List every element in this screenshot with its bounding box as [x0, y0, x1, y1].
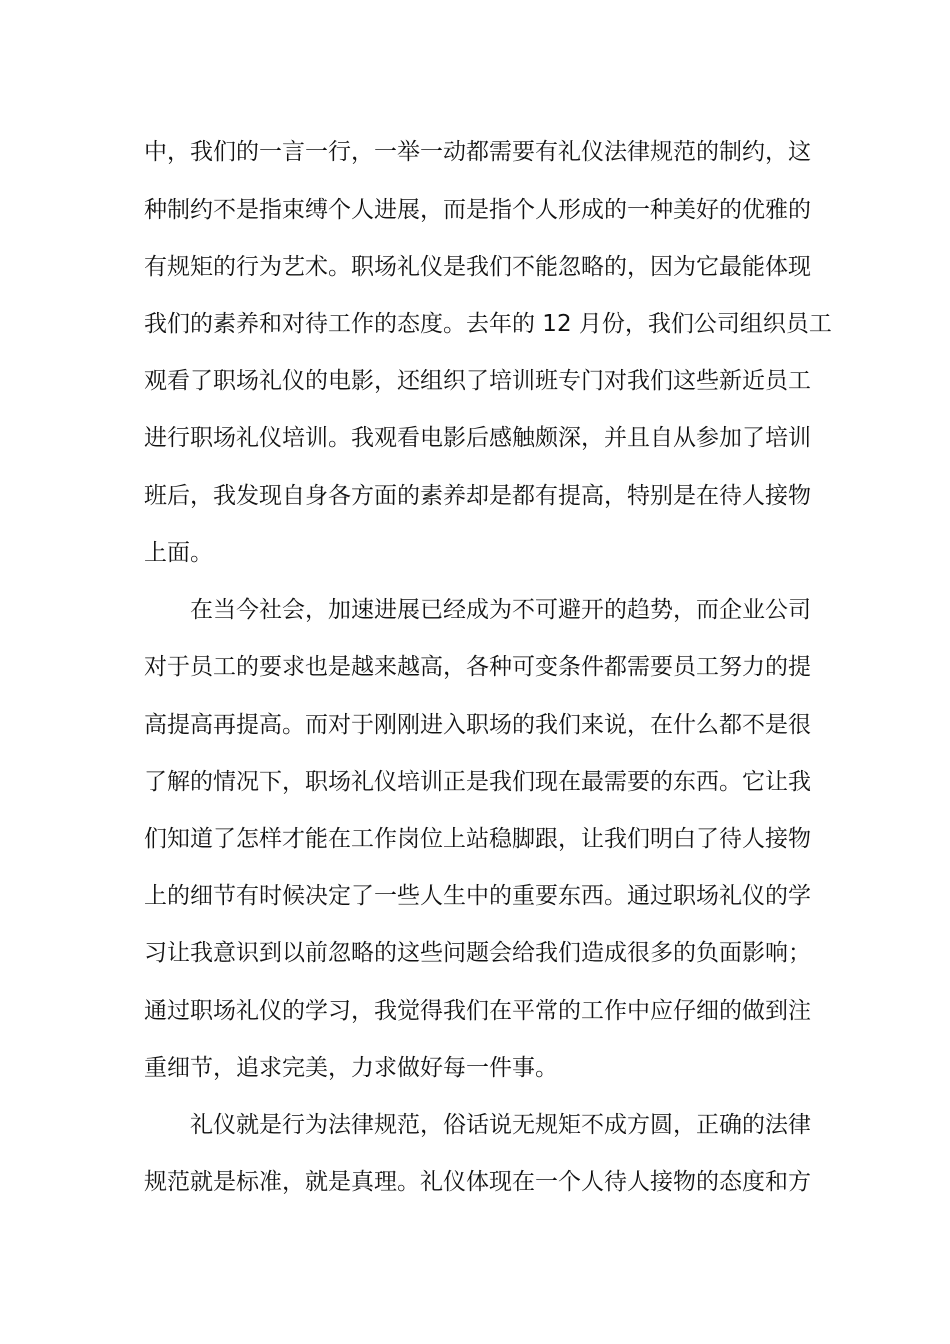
- text-line: 习让我意识到以前忽略的这些问题会给我们造成很多的负面影响；: [144, 940, 811, 966]
- text-line: 我们的素养和对待工作的态度。去年的 12 月份，我们公司组织员工: [144, 311, 832, 337]
- text-line: 通过职场礼仪的学习，我觉得我们在平常的工作中应仔细的做到注: [144, 998, 811, 1024]
- text-line: 在当今社会，加速进展已经成为不可避开的趋势，而企业公司: [190, 597, 811, 623]
- text-line: 种制约不是指束缚个人进展，而是指个人形成的一种美好的优雅的: [144, 197, 811, 223]
- text-line: 上的细节有时候决定了一些人生中的重要东西。通过职场礼仪的学: [144, 883, 811, 909]
- text-line: 观看了职场礼仪的电影，还组织了培训班专门对我们这些新近员工: [144, 368, 811, 394]
- text-line: 有规矩的行为艺术。职场礼仪是我们不能忽略的，因为它最能体现: [144, 254, 811, 280]
- text-line: 礼仪就是行为法律规范，俗话说无规矩不成方圆，正确的法律: [190, 1112, 811, 1138]
- text-line: 班后，我发现自身各方面的素养却是都有提高，特别是在待人接物: [144, 483, 811, 509]
- text-line: 重细节，追求完美，力求做好每一件事。: [144, 1055, 558, 1081]
- text-line: 上面。: [144, 540, 213, 566]
- text-line: 对于员工的要求也是越来越高，各种可变条件都需要员工努力的提: [144, 654, 811, 680]
- text-line: 高提高再提高。而对于刚刚进入职场的我们来说，在什么都不是很: [144, 712, 811, 738]
- text-line: 了解的情况下，职场礼仪培训正是我们现在最需要的东西。它让我: [144, 769, 811, 795]
- text-line: 中，我们的一言一行，一举一动都需要有礼仪法律规范的制约，这: [144, 139, 811, 165]
- text-line: 规范就是标准，就是真理。礼仪体现在一个人待人接物的态度和方: [144, 1169, 811, 1195]
- text-line: 们知道了怎样才能在工作岗位上站稳脚跟，让我们明白了待人接物: [144, 826, 811, 852]
- text-line: 进行职场礼仪培训。我观看电影后感触颇深，并且自从参加了培训: [144, 425, 811, 451]
